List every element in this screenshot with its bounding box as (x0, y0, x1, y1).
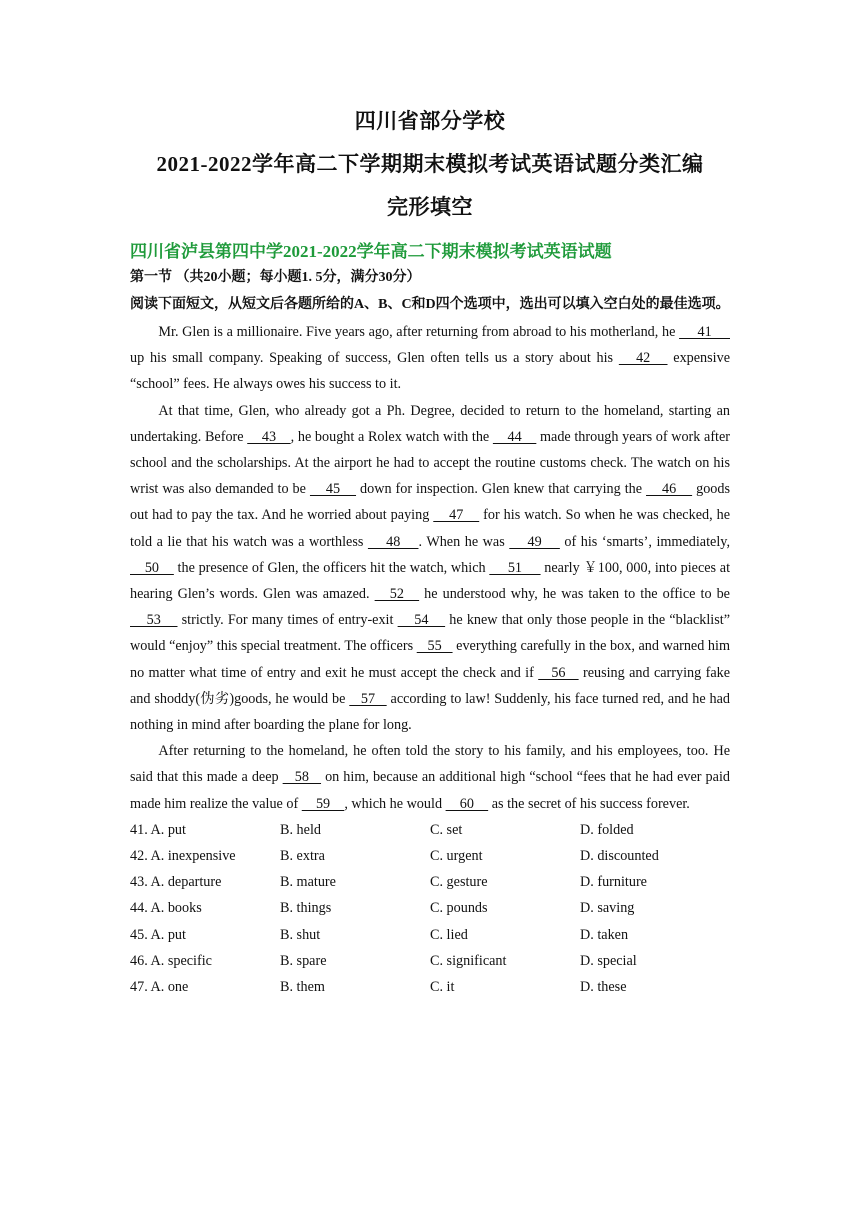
option-d: D. saving (580, 900, 635, 917)
option-row-44 (130, 895, 730, 921)
instructions: 阅读下面短文，从短文后各题所给的A、B、C和D四个选项中，选出可以填入空白处的最佳选项。 (130, 297, 730, 312)
passage-text: , he bought a Rolex watch with the (290, 428, 493, 445)
passage-text: as the secret of his success forever. (488, 795, 690, 812)
passage-text: strictly. For many times of entry-exit (177, 612, 398, 629)
passage-text: goods out had to pay the tax. And he worried about paying (130, 481, 730, 524)
option-d: D. these (580, 979, 627, 996)
passage-text: he understood why, he was taken to the office to be (419, 586, 730, 603)
blank-52: 52 (374, 586, 420, 603)
passage-paragraph-2 (130, 398, 730, 739)
doc-title-line2: 2021-2022学年高二下学期期末模拟考试英语试题分类汇编 (156, 152, 704, 176)
blank-55: 55 (416, 638, 453, 655)
blank-56: 56 (538, 664, 579, 681)
option-c: C. pounds (430, 900, 488, 917)
blank-53: 53 (130, 612, 178, 629)
blank-49: 49 (509, 533, 560, 550)
passage-text: the presence of Glen, the officers hit the watch, which (173, 559, 490, 576)
blank-44: 44 (492, 428, 537, 445)
option-a: 43. A. departure (130, 874, 222, 891)
option-row-46 (130, 948, 730, 974)
option-d: D. furniture (580, 874, 647, 891)
option-b: B. them (280, 979, 325, 996)
passage-text: Mr. Glen is a millionaire. Five years ago, after returning from abroad to his motherland, he (158, 324, 680, 340)
option-a: 42. A. inexpensive (130, 848, 236, 865)
passage-text: expensive “school” fees. He always owes his success to it. (130, 350, 730, 393)
section-heading: 第一节 （共20小题；每小题1. 5分，满分30分） (130, 270, 421, 285)
blank-58: 58 (282, 769, 322, 786)
passage-paragraph-3 (130, 738, 730, 817)
option-b: B. extra (280, 848, 325, 865)
passage-text: down for inspection. Glen knew that carrying the (356, 481, 647, 498)
option-c: C. urgent (430, 848, 483, 865)
option-c: C. gesture (430, 874, 488, 891)
passage-text: he knew that only those people in the “blacklist” would “enjoy” this special treatment. The officers (130, 612, 730, 655)
blank-48: 48 (367, 533, 419, 550)
passage-text: , which he would (344, 795, 446, 812)
option-d: D. special (580, 952, 637, 969)
answer-options (130, 817, 730, 1000)
option-row-47 (130, 974, 730, 1000)
passage-text: After returning to the homeland, he often told the story to his family, and his employees, too. He said that this made a deep (130, 743, 730, 786)
passage-text: everything carefully in the box, and warned him no matter what time of entry and exit he must accept the check and if (130, 638, 731, 681)
option-a: 44. A. books (130, 900, 202, 917)
blank-47: 47 (433, 507, 480, 524)
option-c: C. set (430, 821, 463, 838)
passage-text: made through years of work after school and the scholarships. At the airport he had to accept the routine customs check. The watch on his wrist was also demanded to be (130, 428, 731, 498)
option-b: B. spare (280, 952, 327, 969)
blank-59: 59 (301, 795, 345, 812)
blank-60: 60 (445, 795, 489, 812)
option-b: B. mature (280, 874, 336, 891)
passage-text: . When he was (418, 533, 510, 550)
option-a: 45. A. put (130, 926, 186, 943)
option-d: D. taken (580, 926, 629, 943)
blank-54: 54 (397, 612, 446, 629)
blank-50: 50 (130, 559, 174, 576)
passage-text: At that time, Glen, who already got a Ph. Degree, decided to return to the homeland, starting an undertaking. Before (130, 402, 730, 445)
passage-text: for his watch. So when he was checked, he told a lie that his watch was a worthless (130, 507, 730, 550)
option-b: B. things (280, 900, 332, 917)
passage-text: reusing and carrying fake and shoddy(伪劣)goods, he would be (130, 664, 731, 707)
doc-title-line1: 四川省部分学校 (354, 109, 506, 133)
option-row-43 (130, 869, 730, 895)
option-c: C. it (430, 979, 455, 996)
passage-text: according to law! Suddenly, his face turned red, and he had nothing in mind after boarding the plane for long. (130, 690, 731, 734)
option-row-45 (130, 922, 730, 948)
passage-text: nearly ￥100, 000, into pieces at hearing Glen’s words. Glen was amazed. (130, 559, 731, 603)
passage-text: up his small company. Speaking of success, Glen often tells us a story about his (130, 350, 619, 367)
option-b: B. shut (280, 926, 321, 943)
option-c: C. significant (430, 952, 507, 969)
option-d: D. folded (580, 821, 634, 838)
source-heading: 四川省泸县第四中学2021-2022学年高二下期末模拟考试英语试题 (130, 242, 612, 261)
blank-43: 43 (247, 428, 291, 445)
blank-46: 46 (646, 481, 693, 498)
option-a: 41. A. put (130, 821, 186, 838)
option-row-42 (130, 843, 730, 869)
option-b: B. held (280, 821, 321, 838)
option-a: 46. A. specific (130, 952, 212, 969)
blank-51: 51 (489, 559, 541, 576)
passage-text: on him, because an additional high “school “fees that he had ever paid made him realize the value of (130, 769, 730, 812)
passage-text: of his ‘smarts’, immediately, (559, 533, 730, 550)
option-d: D. discounted (580, 848, 659, 865)
doc-title-line3: 完形填空 (387, 195, 473, 219)
option-row-41 (130, 817, 730, 843)
blank-42: 42 (618, 350, 668, 367)
blank-57: 57 (349, 690, 387, 707)
blank-45: 45 (309, 481, 357, 498)
blank-41: 41 (679, 324, 730, 340)
document-page (130, 100, 730, 1000)
option-c: C. lied (430, 926, 468, 943)
passage-paragraph-1 (130, 319, 730, 398)
option-a: 47. A. one (130, 979, 189, 996)
